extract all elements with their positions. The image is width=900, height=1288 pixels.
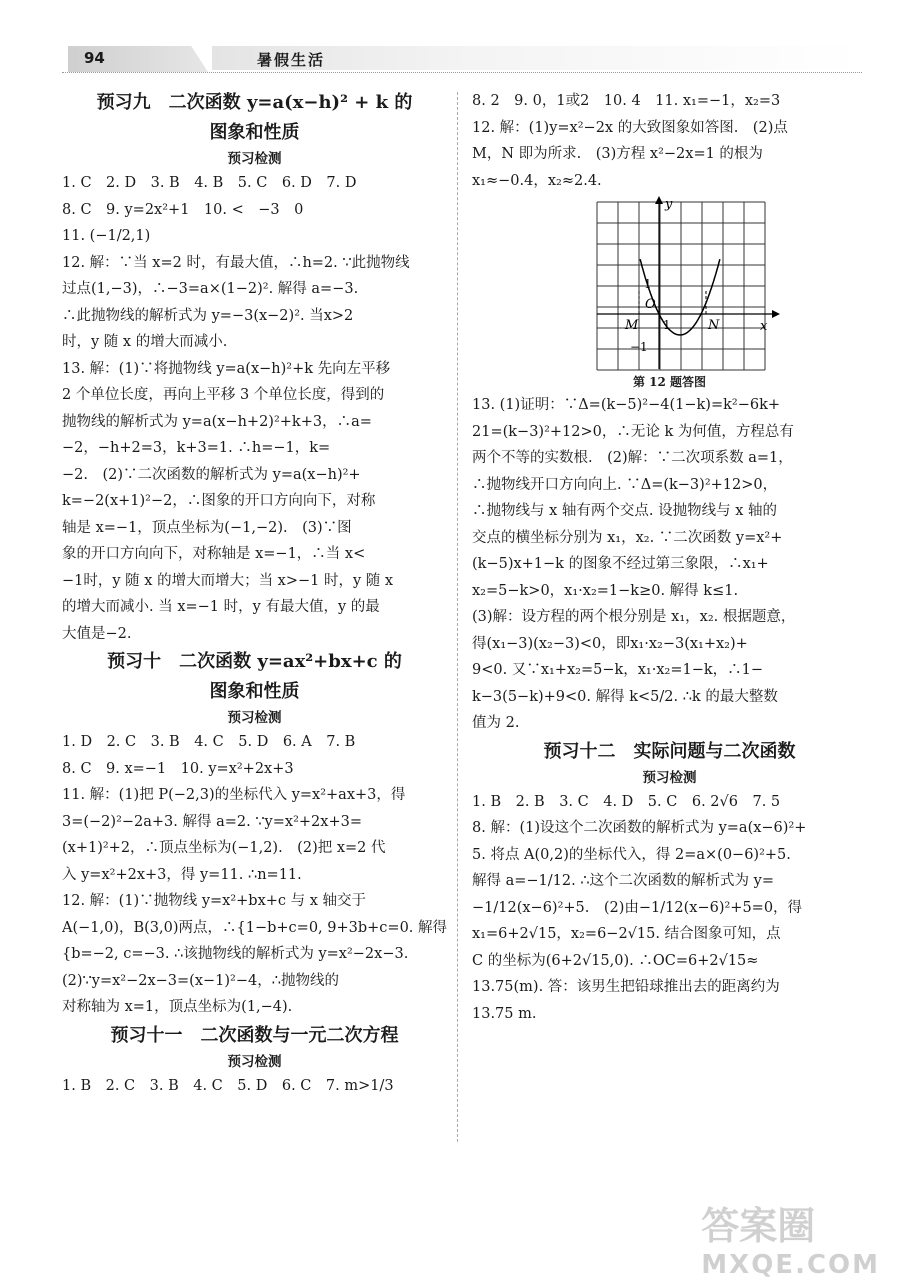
column-divider bbox=[457, 92, 458, 1142]
text-line: 轴是 x=−1，顶点坐标为(−1,−2). (3)∵图 bbox=[62, 519, 352, 536]
section-subheading: 预习检测 bbox=[642, 769, 697, 786]
text-line: 8. C 9. x=−1 10. y=x²+2x+3 bbox=[62, 760, 294, 777]
text-line: 12. 解：(1)∵抛物线 y=x²+bx+c 与 x 轴交于 bbox=[62, 893, 367, 909]
watermark-text: 答案圈 bbox=[701, 1204, 816, 1248]
text-line: ∴抛物线开口方向向上. ∵Δ=(k−3)²+12>0， bbox=[472, 476, 778, 493]
right-bottom-text bbox=[472, 392, 867, 1027]
text-line: 对称轴为 x=1，顶点坐标为(1,−4). bbox=[62, 999, 293, 1015]
label-n: N bbox=[708, 318, 720, 333]
text-line: 得(x₁−3)(x₂−3)<0，即x₁·x₂−3(x₁+x₂)+ bbox=[472, 635, 748, 652]
text-line: 12. 解：∵当 x=2 时，有最大值，∴h=2. ∵此抛物线 bbox=[62, 254, 410, 271]
text-line: −1/12(x−6)²+5. (2)由−1/12(x−6)²+5=0，得 bbox=[472, 899, 803, 916]
text-line: k−3(5−k)+9<0. 解得 k<5/2. ∴k 的最大整数 bbox=[472, 688, 778, 705]
section-heading: 预习十二 实际问题与二次函数 bbox=[543, 740, 796, 762]
text-line: 9<0. 又∵x₁+x₂=5−k，x₁·x₂=1−k，∴1− bbox=[472, 662, 764, 678]
section-heading: 预习九 二次函数 y=a(x−h)² + k 的 bbox=[96, 92, 413, 113]
text-line: 2 个单位长度，再向上平移 3 个单位长度，得到的 bbox=[62, 387, 385, 403]
parabola-graph bbox=[472, 194, 867, 372]
text-line: 5. 将点 A(0,2)的坐标代入，得 2=a×(0−6)²+5. bbox=[472, 846, 791, 863]
text-line: C 的坐标为(6+2√15,0). ∴OC=6+2√15≈ bbox=[472, 952, 759, 969]
section-subheading: 预习检测 bbox=[227, 151, 282, 167]
text-line: x₂=5−k>0，x₁·x₂=1−k≥0. 解得 k≤1. bbox=[472, 582, 739, 599]
text-line: 象的开口方向向下，对称轴是 x=−1，∴当 x< bbox=[62, 546, 366, 562]
text-line: 1. B 2. C 3. B 4. C 5. D 6. C 7. m>1/3 bbox=[62, 1077, 394, 1094]
text-line: 过点(1,−3)，∴−3=a×(1−2)². 解得 a=−3. bbox=[62, 281, 359, 297]
label-m: M bbox=[625, 318, 639, 333]
text-line: 抛物线的解析式为 y=a(x−h+2)²+k+3，∴a= bbox=[62, 413, 372, 430]
right-column bbox=[472, 88, 867, 1027]
text-line: 入 y=x²+2x+3，得 y=11. ∴n=11. bbox=[62, 866, 302, 883]
figure-caption: 第 12 题答图 bbox=[632, 375, 707, 389]
text-line: 解得 a=−1/12. ∴这个二次函数的解析式为 y= bbox=[472, 873, 775, 889]
text-line: x₁=6+2√15，x₂=6−2√15. 结合图象可知，点 bbox=[472, 926, 781, 942]
label-neg-one: −1 bbox=[630, 340, 648, 354]
text-line: −2，−h+2=3，k+3=1. ∴h=−1，k= bbox=[62, 440, 331, 456]
page-header bbox=[62, 44, 862, 74]
x-axis-arrow-icon bbox=[772, 310, 780, 318]
text-line: 的增大而减小. 当 x=−1 时，y 有最大值，y 的最 bbox=[62, 599, 380, 615]
header-rule bbox=[62, 72, 862, 73]
text-line: 13. (1)证明：∵Δ=(k−5)²−4(1−k)=k²−6k+ bbox=[472, 397, 781, 413]
text-line: 13. 解：(1)∵将抛物线 y=a(x−h)²+k 先向左平移 bbox=[62, 360, 391, 377]
text-line: A(−1,0)，B(3,0)两点，∴{1−b+c=0, 9+3b+c=0. 解得 bbox=[62, 919, 448, 936]
text-line: ∴此抛物线的解析式为 y=−3(x−2)². 当x>2 bbox=[62, 307, 354, 324]
text-line: 值为 2. bbox=[472, 715, 520, 731]
text-line: 13.75(m). 答：该男生把铅球推出去的距离约为 bbox=[472, 979, 780, 995]
text-line: 21=(k−3)²+12>0，∴无论 k 为何值，方程总有 bbox=[472, 423, 794, 440]
text-line: 11. (−1/2,1) bbox=[62, 228, 151, 244]
section-subheading: 预习检测 bbox=[227, 1053, 282, 1070]
text-line: 大值是−2. bbox=[62, 625, 132, 642]
text-line: {b=−2, c=−3. ∴该抛物线的解析式为 y=x²−2x−3. bbox=[62, 946, 409, 962]
text-line: −1时，y 随 x 的增大而增大；当 x>−1 时，y 随 x bbox=[62, 572, 394, 589]
section-subheading: 预习检测 bbox=[227, 710, 282, 726]
text-line: 交点的横坐标分别为 x₁，x₂. ∵二次函数 y=x²+ bbox=[472, 529, 783, 546]
text-line: 1. B 2. B 3. C 4. D 5. C 6. 2√6 7. 5 bbox=[472, 793, 781, 810]
text-line: (3)解：设方程的两个根分别是 x₁，x₂. 根据题意， bbox=[472, 609, 796, 625]
text-line: k=−2(x+1)²−2，∴图象的开口方向向下，对称 bbox=[62, 493, 376, 509]
section-heading: 预习十 二次函数 y=ax²+bx+c 的 bbox=[107, 651, 402, 672]
text-line: (k−5)x+1−k 的图象不经过第三象限，∴x₁+ bbox=[472, 556, 769, 572]
page-number: 94 bbox=[84, 49, 105, 67]
text-line: 1. C 2. D 3. B 4. B 5. C 6. D 7. D bbox=[62, 175, 357, 191]
text-line: 1. D 2. C 3. B 4. C 5. D 6. A 7. B bbox=[62, 734, 356, 750]
left-column bbox=[62, 88, 447, 1099]
text-line: 3=(−2)²−2a+3. 解得 a=2. ∵y=x²+2x+3= bbox=[62, 813, 362, 830]
book-title: 暑假生活 bbox=[257, 51, 326, 69]
text-line: 8. 2 9. 0，1或2 10. 4 11. x₁=−1，x₂=3 bbox=[472, 93, 781, 109]
right-top-text bbox=[472, 88, 867, 194]
text-line: 11. 解：(1)把 P(−2,3)的坐标代入 y=x²+ax+3，得 bbox=[62, 787, 406, 803]
text-line: 8. C 9. y=2x²+1 10. < −3 0 bbox=[62, 201, 304, 218]
label-x: x bbox=[760, 319, 768, 334]
label-one-y: 1 bbox=[644, 277, 652, 291]
text-line: 12. 解：(1)y=x²−2x 的大致图象如答图. (2)点 bbox=[472, 119, 788, 136]
text-line: −2. (2)∵二次函数的解析式为 y=a(x−h)²+ bbox=[62, 466, 361, 483]
text-line: (2)∵y=x²−2x−3=(x−1)²−4，∴抛物线的 bbox=[62, 972, 339, 989]
figure-12 bbox=[472, 194, 867, 372]
section-heading: 图象和性质 bbox=[209, 122, 300, 143]
section-heading: 预习十一 二次函数与一元二次方程 bbox=[110, 1024, 399, 1046]
text-line: ∴抛物线与 x 轴有两个交点. 设抛物线与 x 轴的 bbox=[472, 503, 778, 519]
section-heading: 图象和性质 bbox=[209, 681, 300, 702]
watermark-logo bbox=[701, 1195, 880, 1280]
y-axis-arrow-icon bbox=[655, 196, 663, 204]
text-line: (x+1)²+2，∴顶点坐标为(−1,2). (2)把 x=2 代 bbox=[62, 840, 386, 856]
label-o: O bbox=[645, 297, 656, 312]
label-one-x: 1 bbox=[663, 318, 671, 332]
label-y: y bbox=[665, 197, 673, 212]
text-line: 时，y 随 x 的增大而减小. bbox=[62, 334, 228, 350]
text-line: 两个不等的实数根. (2)解：∵二次项系数 a=1， bbox=[472, 450, 793, 466]
text-line: 13.75 m. bbox=[472, 1005, 537, 1022]
text-line: 8. 解：(1)设这个二次函数的解析式为 y=a(x−6)²+ bbox=[472, 820, 807, 836]
text-line: x₁≈−0.4，x₂≈2.4. bbox=[472, 172, 602, 189]
text-line: M，N 即为所求. (3)方程 x²−2x=1 的根为 bbox=[472, 146, 763, 162]
watermark-url: MXQE.COM bbox=[701, 1250, 880, 1280]
